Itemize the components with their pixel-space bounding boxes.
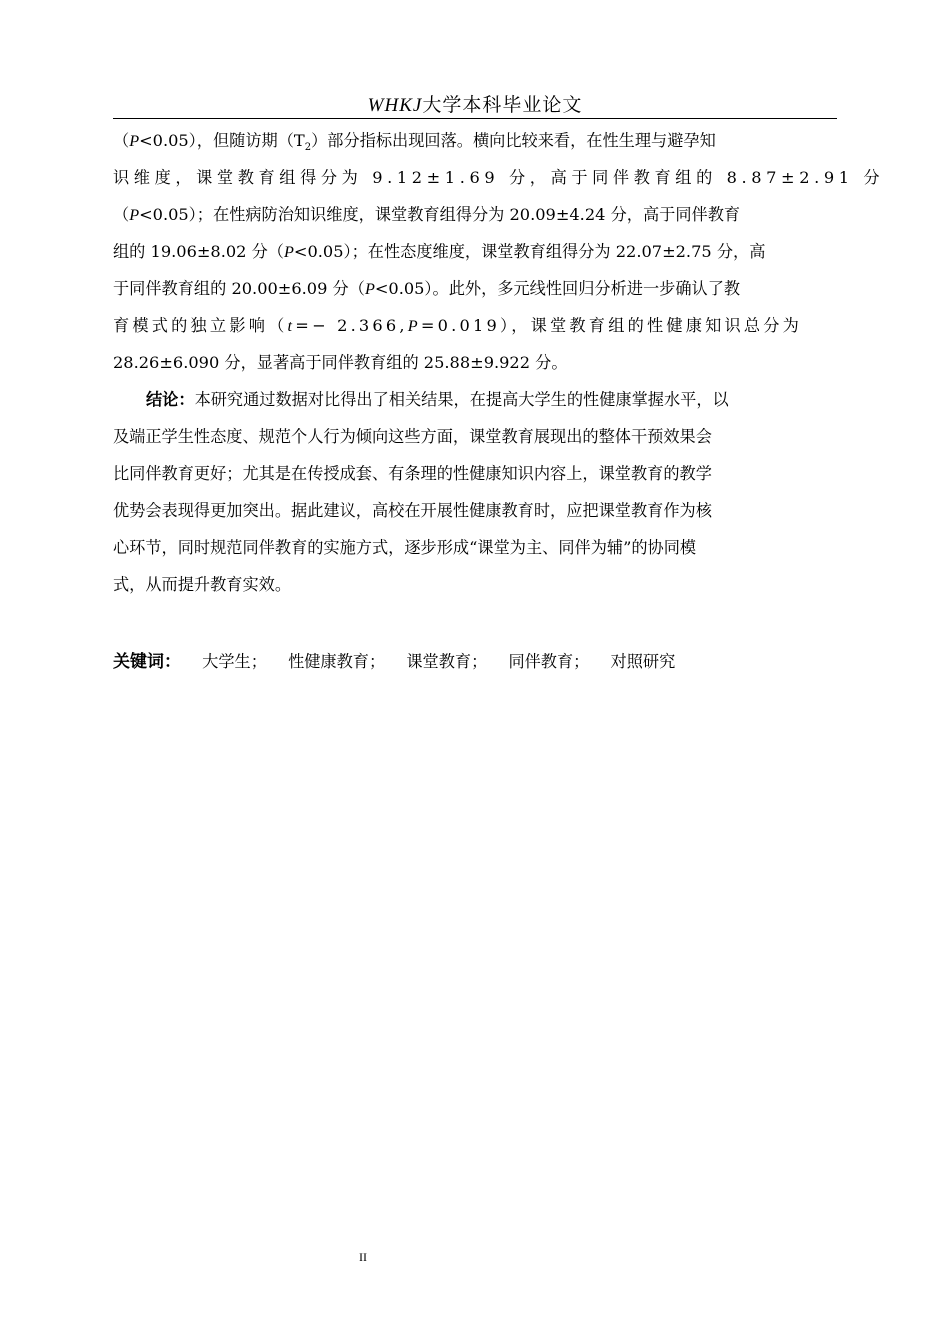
- abstract-line: 于同伴教育组的 20.00±6.09 分（P<0.05）。此外，多元线性回归分析进一步确认了教: [113, 279, 741, 298]
- keyword-item: 同伴教育；: [508, 652, 590, 671]
- keyword-item: 大学生；: [202, 652, 267, 671]
- header-latin: WHKJ: [367, 95, 423, 116]
- abstract-line: 识维度，课堂教育组得分为 9.12±1.69 分，高于同伴教育组的 8.87±2.91 分: [113, 168, 885, 187]
- conclusion-line: 式，从而提升教育实效。: [113, 575, 292, 594]
- conclusion-line: 及端正学生性态度、规范个人行为倾向这些方面，课堂教育展现出的整体干预效果会: [113, 427, 712, 446]
- conclusion-label: 结论：: [146, 390, 195, 409]
- running-header: [113, 90, 837, 117]
- keywords: [113, 644, 837, 680]
- header-title: 大学本科毕业论文: [422, 94, 583, 116]
- abstract-line: 育模式的独立影响（t=− 2.366,P=0.019），课堂教育组的性健康知识总分为: [113, 316, 803, 335]
- abstract-body: [113, 122, 885, 603]
- conclusion-line: 心环节，同时规范同伴教育的实施方式，逐步形成“课堂为主、同伴为辅”的协同模: [113, 538, 697, 557]
- page-number: II: [359, 1250, 367, 1264]
- abstract-line: （P<0.05），但随访期$(T_2)$部分指标出现回落。横向比较来看，在性生理与避孕知: [113, 131, 716, 154]
- conclusion-line: 优势会表现得更加突出。据此建议，高校在开展性健康教育时，应把课堂教育作为核: [113, 501, 712, 520]
- header-rule: [113, 118, 837, 119]
- abstract-line: 28.26±6.090 分，显著高于同伴教育组的 25.88±9.922 分。: [113, 353, 568, 372]
- keyword-item: 对照研究: [610, 652, 676, 671]
- keyword-item: 课堂教育；: [406, 652, 488, 671]
- abstract-line: （P<0.05）；在性病防治知识维度，课堂教育组得分为 20.09±4.24 分，高于同伴教育: [113, 205, 741, 224]
- conclusion-line: 比同伴教育更好；尤其是在传授成套、有条理的性健康知识内容上，课堂教育的教学: [113, 464, 712, 483]
- abstract-line: 组的 19.06±8.02 分（P<0.05）；在性态度维度，课堂教育组得分为 22.07±2.75 分，高: [113, 242, 766, 261]
- conclusion-line: 结论：本研究通过数据对比得出了相关结果，在提高大学生的性健康掌握水平，以: [113, 381, 837, 418]
- keyword-item: 性健康教育；: [288, 652, 386, 671]
- keywords-label: 关键词：: [113, 652, 181, 672]
